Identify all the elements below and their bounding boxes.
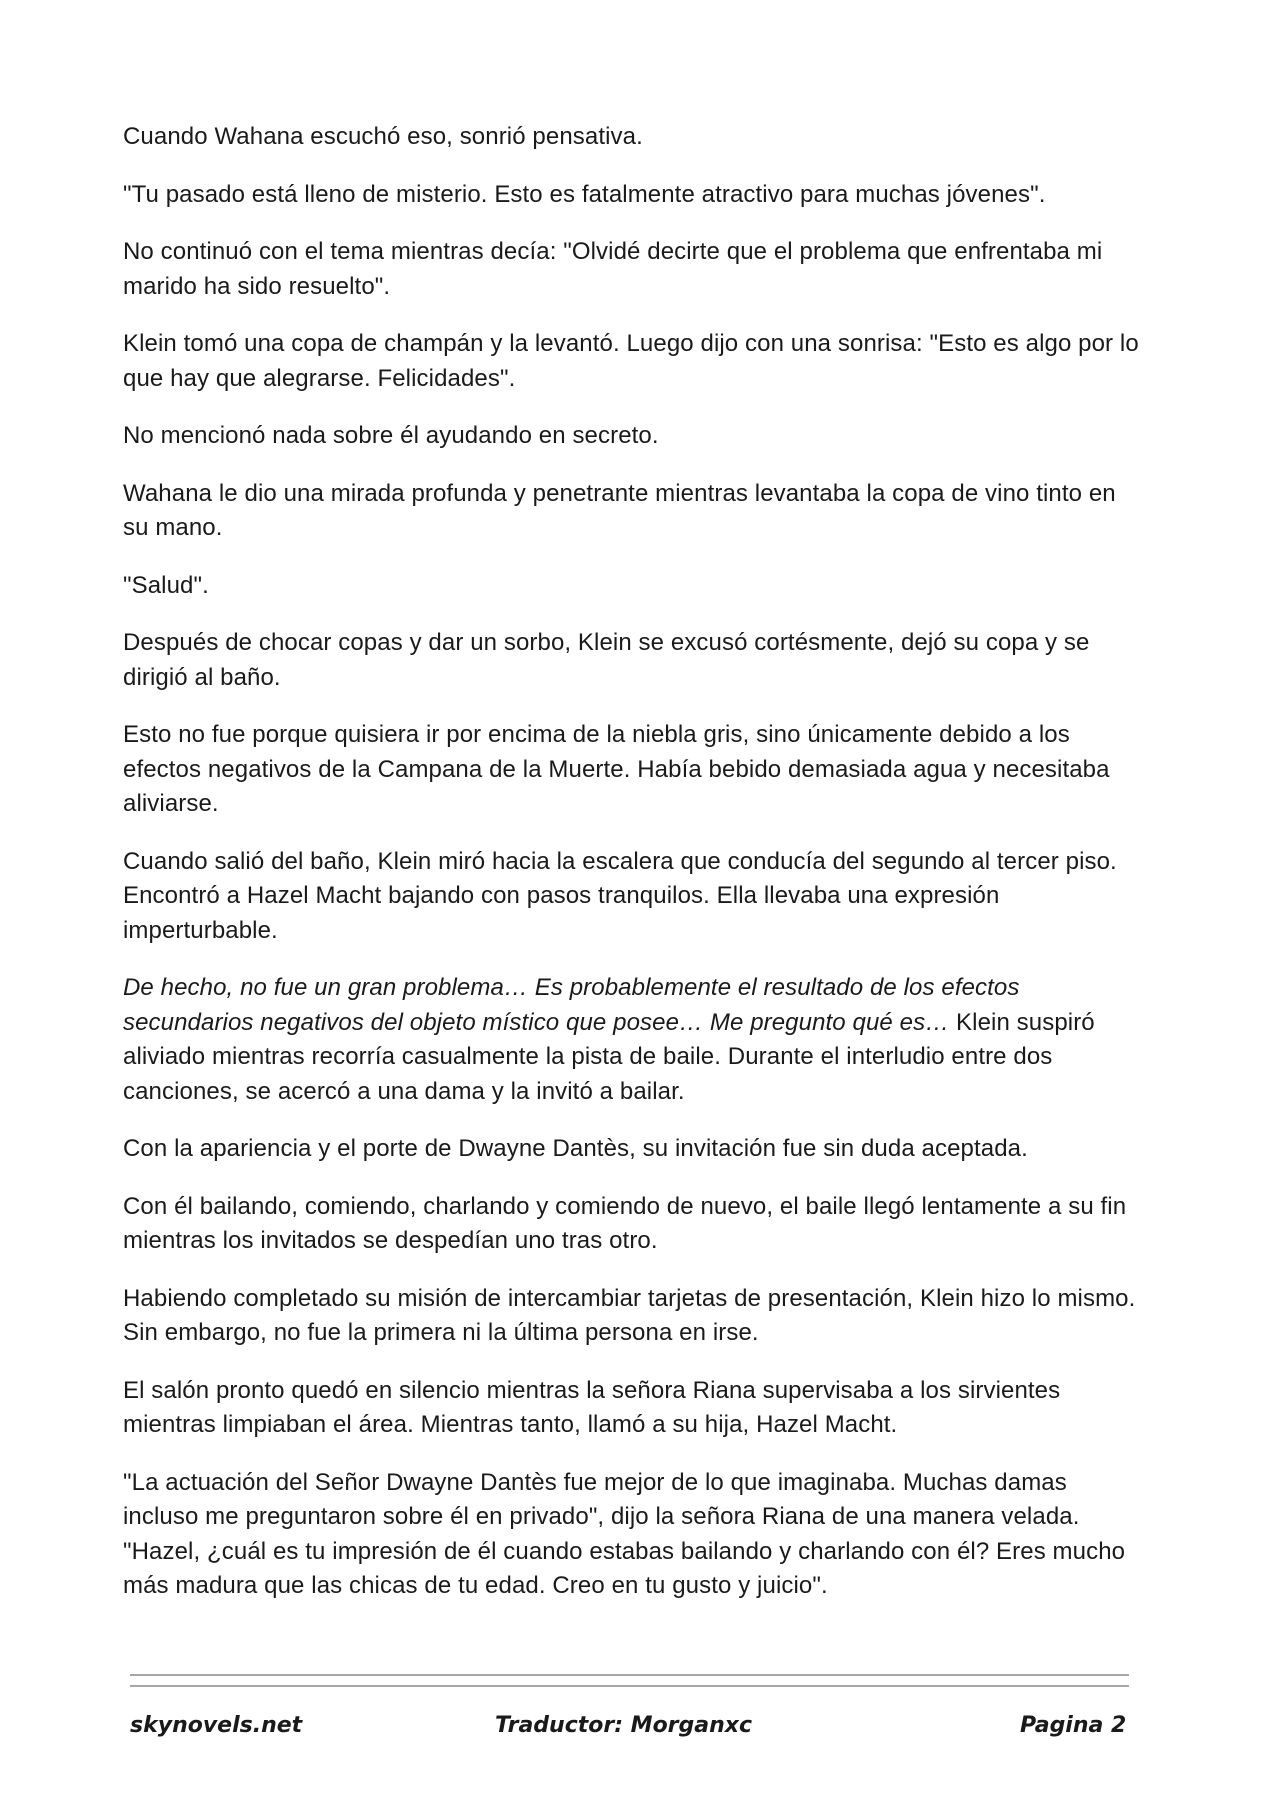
- footer-divider-top: [130, 1674, 1129, 1676]
- paragraph-text: El salón pronto quedó en silencio mientras la señora Riana supervisaba a los sirvientes mientras limpiaban el área. Mientras tanto, llamó a su hija, Hazel Macht.: [123, 1376, 1061, 1438]
- paragraph-text: Con él bailando, comiendo, charlando y comiendo de nuevo, el baile llegó lentamente a su fin mientras los invitados se despedían uno tras otro.: [123, 1192, 1127, 1254]
- paragraph-italic-text: De hecho, no fue un gran problema… Es probablemente el resultado de los efectos secundarios negativos del objeto místico que posee… Me pregunto qué es…: [123, 974, 1020, 1036]
- paragraph: [123, 569, 1143, 604]
- footer-translator: Traductor: Morganxc: [495, 1713, 753, 1738]
- paragraph-text: Cuando Wahana escuchó eso, sonrió pensativa.: [123, 123, 643, 150]
- paragraph-text: Esto no fue porque quisiera ir por encima de la niebla gris, sino únicamente debido a los efectos negativos de la Campana de la Muerte. Había bebido demasiada agua y necesitaba aliviarse.: [123, 721, 1110, 817]
- paragraph: [123, 235, 1143, 304]
- paragraph: [123, 477, 1143, 546]
- document-body: [123, 120, 1143, 1627]
- paragraph: [123, 120, 1143, 155]
- paragraph-text: No continuó con el tema mientras decía: "Olvidé decirte que el problema que enfrentaba mi marido ha sido resuelto".: [123, 238, 1103, 300]
- paragraph-text: Después de chocar copas y dar un sorbo, Klein se excusó cortésmente, dejó su copa y se dirigió al baño.: [123, 629, 1090, 691]
- paragraph-text: "Salud".: [123, 571, 209, 599]
- paragraph: [123, 327, 1143, 396]
- paragraph: [123, 1466, 1143, 1604]
- footer-divider-bottom: [130, 1685, 1129, 1687]
- paragraph: [123, 1190, 1143, 1259]
- paragraph: [123, 1132, 1143, 1167]
- paragraph-text: Con la apariencia y el porte de Dwayne Dantès, su invitación fue sin duda aceptada.: [123, 1135, 1028, 1162]
- paragraph: [123, 178, 1143, 213]
- paragraph: [123, 971, 1143, 1109]
- paragraph-text: "Tu pasado está lleno de misterio. Esto es fatalmente atractivo para muchas jóvenes".: [123, 180, 1046, 208]
- paragraph: [123, 718, 1143, 822]
- paragraph-text: No mencionó nada sobre él ayudando en secreto.: [123, 422, 659, 449]
- page-footer: [0, 1713, 1280, 1753]
- paragraph: [123, 626, 1143, 695]
- paragraph-text: Habiendo completado su misión de intercambiar tarjetas de presentación, Klein hizo lo mismo. Sin embargo, no fue la primera ni la última persona en irse.: [123, 1284, 1136, 1346]
- paragraph-text: Klein suspiró aliviado mientras recorría casualmente la pista de baile. Durante el interludio entre dos canciones, se acercó a una dama y la invitó a bailar.: [123, 1008, 1095, 1105]
- paragraph-text: Klein tomó una copa de champán y la levantó. Luego dijo con una sonrisa: "Esto es algo por lo que hay que alegrarse. Felicidades".: [123, 330, 1139, 392]
- footer-page-number: Pagina 2: [1020, 1713, 1127, 1738]
- paragraph: [123, 1282, 1143, 1351]
- paragraph: [123, 419, 1143, 454]
- paragraph: [123, 1374, 1143, 1443]
- footer-site-name: skynovels.net: [130, 1713, 303, 1738]
- paragraph-text: Wahana le dio una mirada profunda y penetrante mientras levantaba la copa de vino tinto en su mano.: [123, 479, 1116, 541]
- paragraph-text: Cuando salió del baño, Klein miró hacia la escalera que conducía del segundo al tercer piso. Encontró a Hazel Macht bajando con pasos tranquilos. Ella llevaba una expresión imperturbable.: [123, 847, 1117, 944]
- paragraph: [123, 845, 1143, 949]
- paragraph-text: "La actuación del Señor Dwayne Dantès fue mejor de lo que imaginaba. Muchas damas incluso me preguntaron sobre él en privado", dijo la señora Riana de una manera velada. "Hazel, ¿cuál es tu impresión de él cuando estabas bailando y charlando con él? Eres mucho más madura que las chicas de tu edad. Creo en tu gusto y juicio".: [123, 1468, 1126, 1599]
